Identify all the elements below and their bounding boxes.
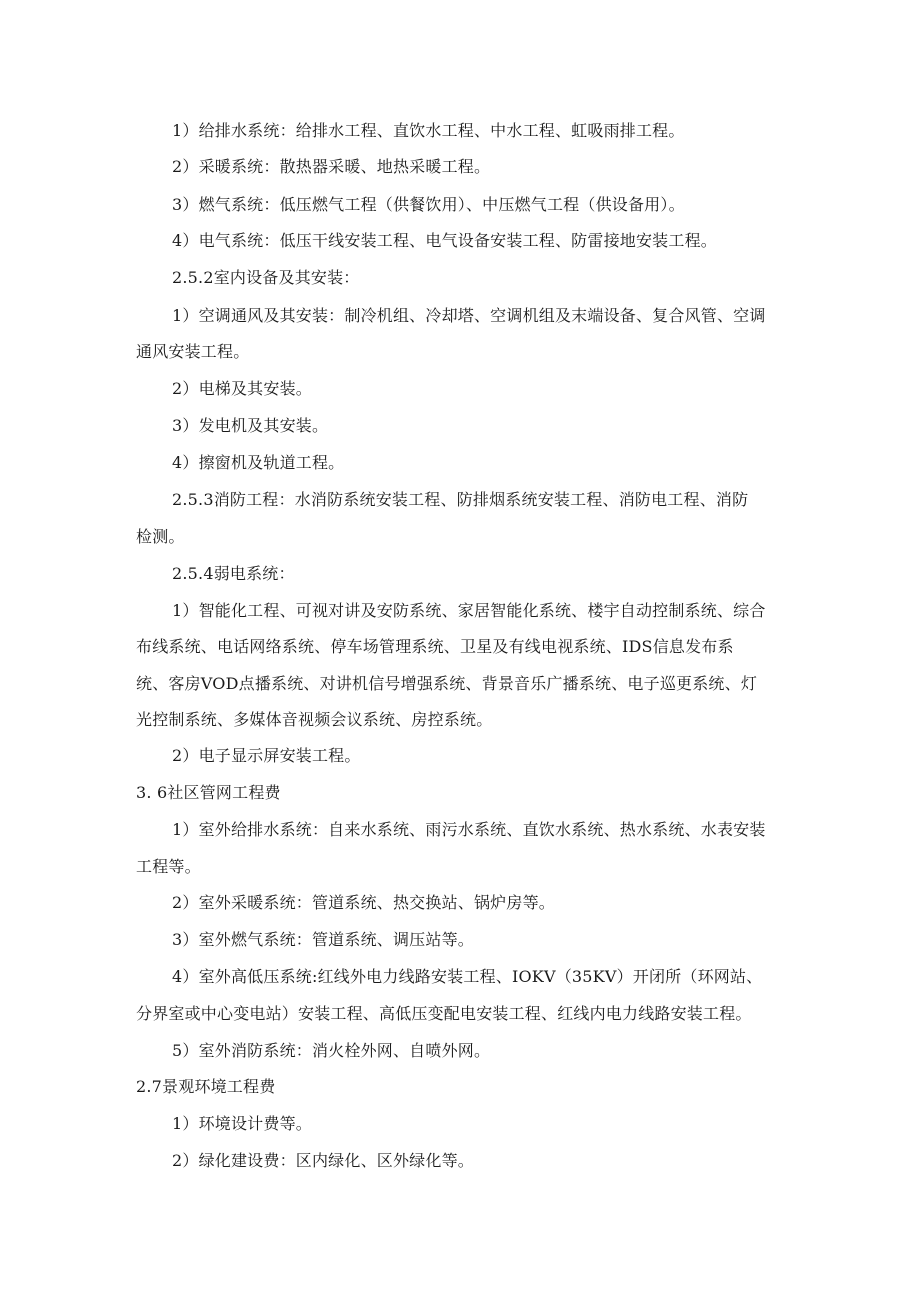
paragraph-line: 4）室外高低压系统:红线外电力线路安装工程、IOKV（35KV）开闭所（环网站、 — [172, 967, 763, 986]
paragraph-line: 4）擦窗机及轨道工程。 — [172, 453, 345, 472]
paragraph-line: 1）智能化工程、可视对讲及安防系统、家居智能化系统、楼宇自动控制系统、综合 — [172, 601, 766, 620]
paragraph-line: 1）环境设计费等。 — [172, 1114, 312, 1133]
section-heading: 2.5.4弱电系统： — [172, 564, 295, 583]
section-heading: 2.5.3消防工程：水消防系统安装工程、防排烟系统安装工程、消防电工程、消防 — [172, 490, 749, 509]
paragraph-line: 2）电梯及其安装。 — [172, 379, 312, 398]
paragraph-line: 5）室外消防系统：消火栓外网、自喷外网。 — [172, 1041, 491, 1060]
section-heading: 3. 6社区管网工程费 — [136, 783, 281, 802]
paragraph-line: 1）空调通风及其安装：制冷机组、冷却塔、空调机组及末端设备、复合风管、空调 — [172, 306, 766, 325]
paragraph-line: 通风安装工程。 — [136, 342, 250, 361]
paragraph-line: 2）采暖系统：散热器采暖、地热采暖工程。 — [172, 157, 491, 176]
paragraph-line: 统、客房VOD点播系统、对讲机信号增强系统、背景音乐广播系统、电子巡更系统、灯 — [136, 674, 758, 693]
paragraph-line: 分界室或中心变电站）安装工程、高低压变配电安装工程、红线内电力线路安装工程。 — [136, 1004, 752, 1023]
paragraph-line: 2）电子显示屏安装工程。 — [172, 746, 361, 765]
paragraph-line: 1）室外给排水系统：自来水系统、雨污水系统、直饮水系统、热水系统、水表安装 — [172, 820, 766, 839]
paragraph-line: 4）电气系统：低压干线安装工程、电气设备安装工程、防雷接地安装工程。 — [172, 231, 717, 250]
paragraph-line: 检测。 — [136, 527, 185, 546]
paragraph-line: 3）发电机及其安装。 — [172, 416, 329, 435]
section-heading: 2.5.2室内设备及其安装： — [172, 268, 360, 287]
paragraph-line: 布线系统、电话网络系统、停车场管理系统、卫星及有线电视系统、IDS信息发布系 — [136, 637, 734, 656]
paragraph-line: 2）室外采暖系统：管道系统、热交换站、锅炉房等。 — [172, 893, 555, 912]
paragraph-line: 3）室外燃气系统：管道系统、调压站等。 — [172, 930, 474, 949]
paragraph-line: 2）绿化建设费：区内绿化、区外绿化等。 — [172, 1151, 474, 1170]
section-heading: 2.7景观环境工程费 — [136, 1077, 276, 1096]
paragraph-line: 1）给排水系统：给排水工程、直饮水工程、中水工程、虹吸雨排工程。 — [172, 121, 685, 140]
paragraph-line: 光控制系统、多媒体音视频会议系统、房控系统。 — [136, 710, 493, 729]
paragraph-line: 工程等。 — [136, 857, 201, 876]
paragraph-line: 3）燃气系统：低压燃气工程（供餐饮用）、中压燃气工程（供设备用）。 — [172, 195, 685, 214]
